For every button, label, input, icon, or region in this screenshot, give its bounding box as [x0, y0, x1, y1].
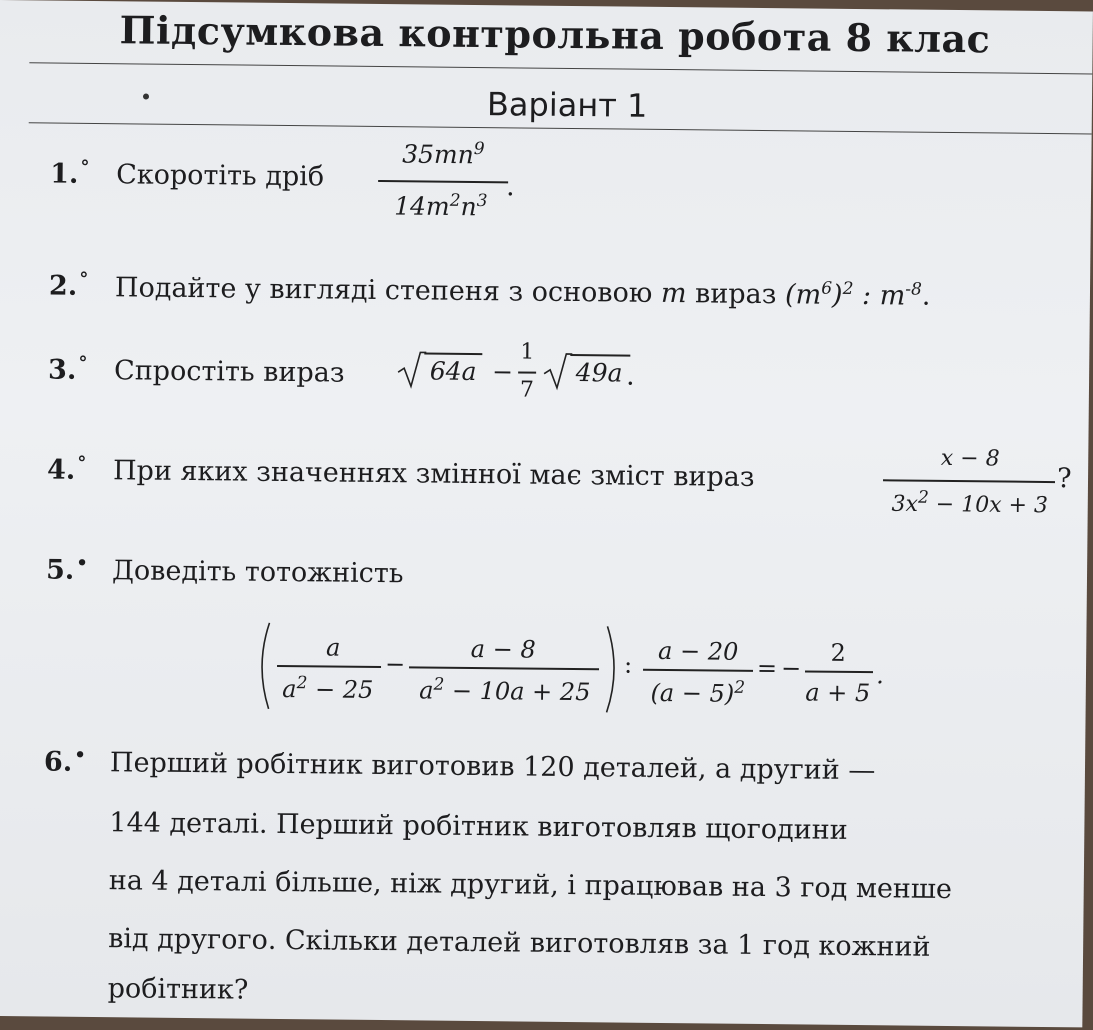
left-paren — [255, 621, 272, 711]
minus-sign: − — [491, 357, 514, 387]
paragraph-line: на 4 деталі більше, ніж другий, і працював на 3 год менше — [108, 865, 953, 906]
variant-divider — [29, 122, 1092, 134]
task-number: 4. — [46, 454, 76, 486]
task-text: При яких значеннях змінної має зміст вираз — [112, 455, 755, 493]
coef-denominator: 7 — [519, 377, 535, 403]
minus-sign: − — [384, 650, 406, 679]
equals-sign: = — [756, 653, 778, 683]
fraction-bar — [883, 479, 1055, 482]
difficulty-mark: ° — [80, 156, 90, 178]
difficulty-mark: • — [74, 744, 86, 766]
difficulty-mark: ° — [79, 268, 89, 290]
paragraph-line: Перший робітник виготовив 120 деталей, а другий — — [109, 747, 876, 787]
radicand-2: 49a — [575, 358, 623, 388]
minus-sign-2: − — [780, 654, 802, 683]
power-expression: $(m^6)^2$ : $m^{-8}$ — [784, 278, 923, 312]
f1-bar — [277, 665, 381, 668]
fraction-denominator: $14m^2n^3$ — [394, 190, 488, 222]
task-2: 2. ° Подайте у вигляді степеня з основою m вираз $(m^6)^2$ : $m^{-8}$. — [48, 268, 931, 312]
page-title: Підсумкова контрольна робота 8 клас — [119, 7, 991, 62]
f3-numerator: a − 20 — [657, 636, 739, 666]
f1-numerator: a — [325, 633, 341, 662]
f2-bar — [409, 666, 599, 669]
fraction-numerator: $35mn^9$ — [402, 138, 485, 170]
end-punct: . — [505, 171, 515, 203]
radical-bar-1 — [424, 352, 482, 354]
task-text-2: вираз — [694, 278, 777, 311]
task-number: 3. — [47, 354, 77, 386]
task-number: 2. — [48, 270, 78, 302]
f2-denominator: $a^2 - 10a + 25$ — [419, 674, 591, 707]
colon-sign: : — [623, 650, 633, 679]
task-text: Скоротіть дріб — [116, 159, 325, 193]
task-number: 6. — [43, 746, 73, 778]
radicand-1: 64a — [429, 356, 477, 387]
coef-numerator: 1 — [520, 339, 535, 365]
end-punct: . — [876, 661, 884, 690]
f4-bar — [805, 670, 873, 672]
ink-dot — [143, 94, 149, 100]
task-text: Доведіть тотожність — [111, 555, 404, 590]
task-text: Подайте у вигляді степеня з основою — [114, 272, 653, 309]
base-variable: m — [660, 277, 687, 310]
difficulty-mark: ° — [77, 452, 87, 474]
title-divider — [29, 62, 1092, 74]
right-paren — [605, 624, 622, 714]
f1-denominator: $a^2 - 25$ — [282, 673, 374, 704]
paragraph-line: від другого. Скільки деталей виготовляв за 1 год кожний — [108, 923, 931, 963]
fraction-bar — [378, 180, 508, 183]
paragraph-line: 144 деталі. Перший робітник виготовляв щогодини — [109, 807, 848, 846]
fraction-numerator: x − 8 — [940, 445, 1000, 472]
coef-bar — [518, 371, 536, 373]
end-punct: ? — [1056, 463, 1072, 495]
f4-numerator: 2 — [830, 638, 846, 667]
difficulty-mark: ° — [78, 352, 88, 374]
task-number: 1. — [50, 158, 79, 190]
variant-label: Варіант 1 — [486, 85, 648, 125]
f3-denominator: $(a - 5)^2$ — [650, 677, 746, 708]
radical-bar-2 — [570, 354, 630, 356]
task-text: Спростіть вираз — [113, 355, 345, 389]
task-number: 5. — [45, 554, 75, 586]
f2-numerator: a − 8 — [470, 634, 536, 664]
difficulty-mark: • — [76, 552, 88, 574]
fraction-denominator: $3x^2 - 10x + 3$ — [891, 487, 1049, 519]
end-punct: . — [625, 360, 635, 392]
paragraph-line: робітник? — [107, 973, 249, 1006]
f3-bar — [643, 669, 753, 672]
f4-denominator: a + 5 — [805, 678, 871, 708]
